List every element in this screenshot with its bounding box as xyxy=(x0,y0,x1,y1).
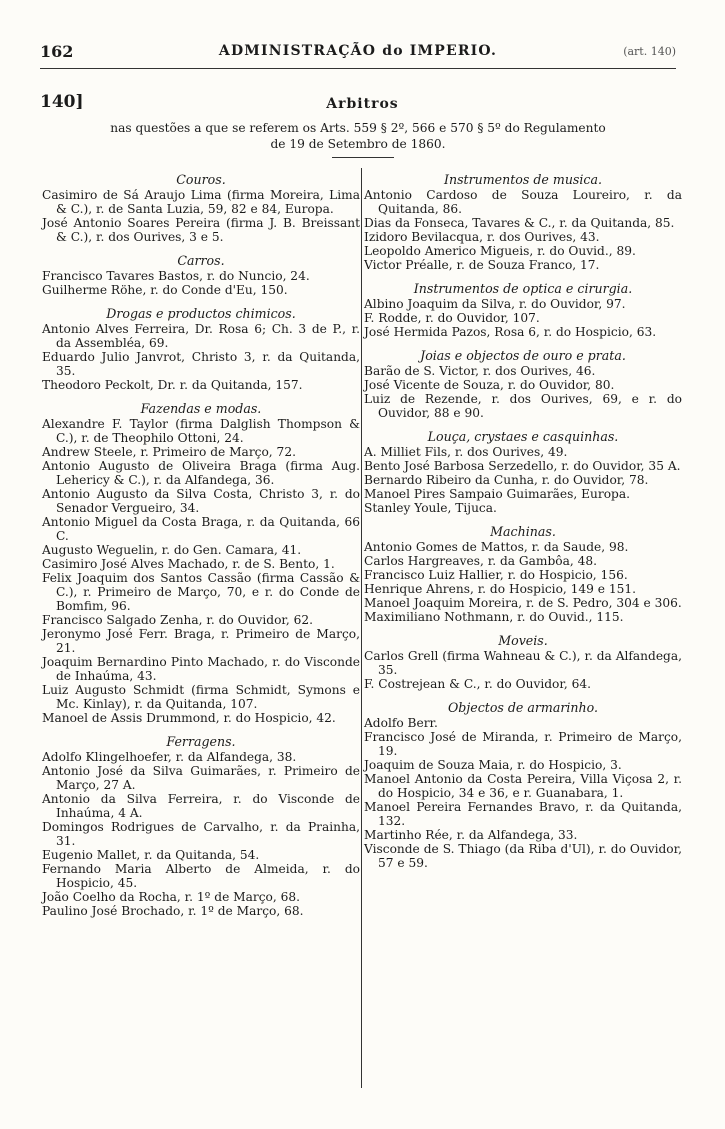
arbitro-entry: Francisco Luiz Hallier, r. do Hospicio, 156. xyxy=(364,568,628,582)
arbitro-entry: Antonio Miguel da Costa Braga, r. da Quitanda, 66 C. xyxy=(42,515,360,543)
arbitro-entry: Antonio Gomes de Mattos, r. da Saude, 98. xyxy=(364,540,629,554)
arbitro-entry: Francisco José de Miranda, r. Primeiro de Março, 19. xyxy=(364,730,682,758)
arbitro-entry: Stanley Youle, Tijuca. xyxy=(364,501,497,515)
category-heading: Instrumentos de musica. xyxy=(444,172,602,187)
arbitro-entry: Paulino José Brochado, r. 1º de Março, 68. xyxy=(42,904,304,918)
section-intro-line-1: nas questões a que se referem os Arts. 559 § 2º, 566 e 570 § 5º do Regulamento xyxy=(110,121,606,135)
arbitro-entry: Manoel Pires Sampaio Guimarães, Europa. xyxy=(364,487,630,501)
arbitro-entry: José Vicente de Souza, r. do Ouvidor, 80. xyxy=(364,378,615,392)
arbitro-entry: João Coelho da Rocha, r. 1º de Março, 68. xyxy=(42,890,301,904)
running-header xyxy=(40,42,676,66)
arbitro-entry: Bento José Barbosa Serzedello, r. do Ouvidor, 35 A. xyxy=(364,459,681,473)
arbitro-entry: Martinho Rée, r. da Alfandega, 33. xyxy=(364,828,578,842)
category-heading: Louça, crystaes e casquinhas. xyxy=(427,429,619,444)
arbitro-entry: Eduardo Julio Janvrot, Christo 3, r. da Quitanda, 35. xyxy=(42,350,360,378)
column-divider xyxy=(361,168,362,1088)
arbitro-entry: Felix Joaquim dos Santos Cassão (firma Cassão & C.), r. Primeiro de Março, 70, e r. do Conde de Bomfim, 96. xyxy=(42,571,360,613)
arbitro-entry: Manoel Pereira Fernandes Bravo, r. da Quitanda, 132. xyxy=(364,800,682,828)
arbitro-entry: Manoel Antonio da Costa Pereira, Villa Viçosa 2, r. do Hospicio, 34 e 36, e r. Guanabara, 1. xyxy=(364,772,682,800)
arbitro-entry: Visconde de S. Thiago (da Riba d'Ul), r. do Ouvidor, 57 e 59. xyxy=(364,842,682,870)
category-heading: Couros. xyxy=(176,172,226,187)
arbitro-entry: Fernando Maria Alberto de Almeida, r. do Hospicio, 45. xyxy=(42,862,360,890)
arbitro-entry: Maximiliano Nothmann, r. do Ouvid., 115. xyxy=(364,610,624,624)
arbitro-entry: Manoel de Assis Drummond, r. do Hospicio, 42. xyxy=(42,711,336,725)
section-title: Arbitros xyxy=(326,96,399,112)
arbitro-entry: Carlos Grell (firma Wahneau & C.), r. da Alfandega, 35. xyxy=(364,649,682,677)
arbitro-entry: Domingos Rodrigues de Carvalho, r. da Prainha, 31. xyxy=(42,820,360,848)
intro-rule xyxy=(332,157,394,158)
category-heading: Drogas e productos chimicos. xyxy=(106,306,296,321)
arbitro-entry: José Hermida Pazos, Rosa 6, r. do Hospicio, 63. xyxy=(364,325,657,339)
arbitro-entry: Manoel Joaquim Moreira, r. de S. Pedro, 304 e 306. xyxy=(364,596,682,610)
category-heading: Machinas. xyxy=(490,524,556,539)
arbitro-entry: Luiz Augusto Schmidt (firma Schmidt, Symons e Mc. Kinlay), r. da Quitanda, 107. xyxy=(42,683,360,711)
arbitro-entry: A. Milliet Fils, r. dos Ourives, 49. xyxy=(364,445,568,459)
arbitro-entry: Adolfo Klingelhoefer, r. da Alfandega, 38. xyxy=(42,750,297,764)
arbitro-entry: Carlos Hargreaves, r. da Gambôa, 48. xyxy=(364,554,597,568)
arbitro-entry: Adolfo Berr. xyxy=(364,716,438,730)
category-heading: Fazendas e modas. xyxy=(140,401,262,416)
arbitro-entry: Casimiro de Sá Araujo Lima (firma Moreira, Lima & C.), r. de Santa Luzia, 59, 82 e 84, Europa. xyxy=(42,188,360,216)
arbitro-entry: Antonio Alves Ferreira, Dr. Rosa 6; Ch. 3 de P., r. da Assembléa, 69. xyxy=(42,322,360,350)
category-heading: Ferragens. xyxy=(166,734,236,749)
arbitro-entry: Francisco Salgado Zenha, r. do Ouvidor, 62. xyxy=(42,613,314,627)
arbitro-entry: Antonio Augusto de Oliveira Braga (firma Aug. Lehericy & C.), r. da Alfandega, 36. xyxy=(42,459,360,487)
arbitro-entry: F. Rodde, r. do Ouvidor, 107. xyxy=(364,311,540,325)
arbitro-entry: Joaquim Bernardino Pinto Machado, r. do Visconde de Inhaúma, 43. xyxy=(42,655,360,683)
arbitro-entry: Antonio José da Silva Guimarães, r. Primeiro de Março, 27 A. xyxy=(42,764,360,792)
running-title: ADMINISTRAÇÃO do IMPERIO. xyxy=(218,43,498,59)
category-heading: Moveis. xyxy=(498,633,548,648)
arbitro-entry: Antonio Augusto da Silva Costa, Christo 3, r. do Senador Vergueiro, 34. xyxy=(42,487,360,515)
arbitro-entry: Guilherme Röhe, r. do Conde d'Eu, 150. xyxy=(42,283,288,297)
arbitro-entry: Theodoro Peckolt, Dr. r. da Quitanda, 157. xyxy=(42,378,303,392)
arbitro-entry: Dias da Fonseca, Tavares & C., r. da Quitanda, 85. xyxy=(364,216,675,230)
arbitro-entry: Eugenio Mallet, r. da Quitanda, 54. xyxy=(42,848,260,862)
right-column xyxy=(364,168,682,870)
arbitro-entry: Henrique Ahrens, r. do Hospicio, 149 e 151. xyxy=(364,582,637,596)
arbitro-entry: Albino Joaquim da Silva, r. do Ouvidor, 97. xyxy=(364,297,626,311)
arbitro-entry: F. Costrejean & C., r. do Ouvidor, 64. xyxy=(364,677,591,691)
article-reference: (art. 140) xyxy=(623,45,676,58)
section-intro-line-2: de 19 de Setembro de 1860. xyxy=(270,137,446,151)
arbitro-entry: Luiz de Rezende, r. dos Ourives, 69, e r. do Ouvidor, 88 e 90. xyxy=(364,392,682,420)
category-heading: Objectos de armarinho. xyxy=(447,700,599,715)
arbitro-entry: Joaquim de Souza Maia, r. do Hospicio, 3. xyxy=(364,758,622,772)
arbitro-entry: Izidoro Bevilacqua, r. dos Ourives, 43. xyxy=(364,230,600,244)
arbitro-entry: Barão de S. Victor, r. dos Ourives, 46. xyxy=(364,364,596,378)
arbitro-entry: Casimiro José Alves Machado, r. de S. Bento, 1. xyxy=(42,557,335,571)
arbitro-entry: Augusto Weguelin, r. do Gen. Camara, 41. xyxy=(42,543,302,557)
left-column xyxy=(42,168,360,918)
arbitro-entry: Antonio da Silva Ferreira, r. do Visconde de Inhaúma, 4 A. xyxy=(42,792,360,820)
arbitro-entry: José Antonio Soares Pereira (firma J. B. Breissant & C.), r. dos Ourives, 3 e 5. xyxy=(42,216,360,244)
arbitro-entry: Bernardo Ribeiro da Cunha, r. do Ouvidor, 78. xyxy=(364,473,649,487)
arbitro-entry: Francisco Tavares Bastos, r. do Nuncio, 24. xyxy=(42,269,310,283)
section-number: 140] xyxy=(40,92,84,112)
arbitro-entry: Victor Préalle, r. de Souza Franco, 17. xyxy=(364,258,600,272)
page-number: 162 xyxy=(40,42,74,61)
arbitro-entry: Leopoldo Americo Migueis, r. do Ouvid., 89. xyxy=(364,244,636,258)
arbitro-entry: Alexandre F. Taylor (firma Dalglish Thompson & C.), r. de Theophilo Ottoni, 24. xyxy=(42,417,360,445)
arbitro-entry: Antonio Cardoso de Souza Loureiro, r. da Quitanda, 86. xyxy=(364,188,682,216)
category-heading: Instrumentos de optica e cirurgia. xyxy=(413,281,633,296)
category-heading: Joias e objectos de ouro e prata. xyxy=(420,348,626,363)
category-heading: Carros. xyxy=(177,253,225,268)
header-rule xyxy=(40,68,676,69)
arbitro-entry: Andrew Steele, r. Primeiro de Março, 72. xyxy=(42,445,296,459)
arbitro-entry: Jeronymo José Ferr. Braga, r. Primeiro de Março, 21. xyxy=(42,627,360,655)
